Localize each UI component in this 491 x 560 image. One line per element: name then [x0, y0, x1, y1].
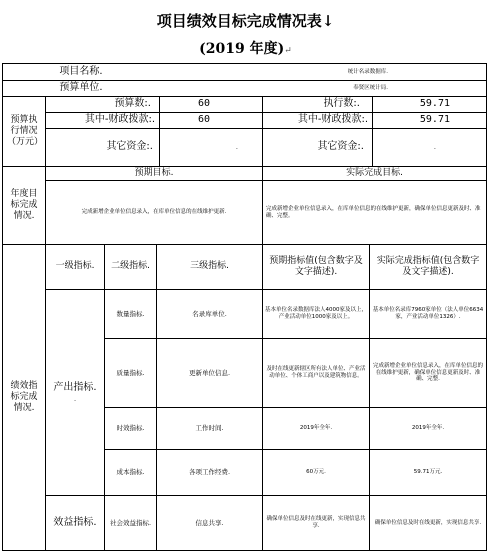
level2-cost: 成本指标.	[116, 468, 145, 477]
budget-unit-label: 预算单位.	[59, 82, 103, 94]
actual-quantity: 基本单位名录库7960家单位（法人单位6634家，产业活动单位1326）.	[372, 307, 484, 320]
execution-amount-label: 执行数:.	[323, 98, 360, 110]
budget-amount-label: 预算数:.	[114, 98, 151, 110]
expected-target-text: 完成新增企业单位信息录入，在库单位信息的在线维护更新.	[81, 209, 227, 216]
level3-cost: 各项工作经费.	[188, 468, 231, 477]
output-indicator-label: 产出指标. .	[53, 382, 97, 403]
other-funds-value: .	[235, 143, 238, 152]
level2-quality: 质量指标.	[116, 368, 145, 377]
level2-timeliness: 时效指标.	[116, 424, 145, 433]
annual-target-group-label: 年度目标完成情况.	[10, 188, 38, 222]
actual-social-benefit: 确保单位信息及时在线更新，实现信息共享.	[374, 519, 482, 526]
level3-social-benefit: 信息共享.	[195, 518, 224, 527]
level3-quality: 更新单位信息.	[188, 368, 231, 377]
level2-indicator-header: 二级指标.	[111, 261, 150, 272]
actual-cost: 59.71万元.	[413, 469, 443, 476]
fiscal-allocation-value: 60	[197, 114, 210, 126]
fiscal-allocation-label: 其中-财政拨款:.	[84, 114, 155, 126]
level1-indicator-header: 一级指标.	[55, 261, 95, 272]
execution-amount-value: 59.71	[419, 98, 450, 110]
expected-quality: 及时在线更新辖区所有法人单位、产业活动单位、个体工商户以及建筑物信息。	[266, 366, 366, 379]
project-name-label: 项目名称.	[59, 65, 103, 77]
benefit-indicator-label: 效益指标.	[53, 516, 97, 528]
fiscal-allocation-exec-value: 59.71	[419, 114, 450, 126]
project-name-value: 统计名录数据库.	[347, 68, 388, 75]
fiscal-allocation-exec-label: 其中-财政拨款:.	[297, 114, 368, 126]
budget-execution-group-label: 预算执行情况（万元）	[7, 114, 44, 148]
budget-amount-value: 60	[197, 98, 210, 110]
page-title: 项目绩效目标完成情况表↓	[156, 12, 335, 30]
performance-group-label: 绩效指标完成情况.	[10, 380, 38, 414]
other-funds-exec-value: .	[433, 143, 436, 152]
actual-value-header: 实际完成指标值(包含数字及文字描述).	[376, 255, 480, 277]
actual-quality: 完成新增企业单位信息录入，在库单位信息的在线维护更新，确保单位信息更新及时、准确、完整.	[372, 362, 483, 383]
expected-target-header: 预期目标.	[134, 167, 174, 178]
level3-timeliness: 工作时间.	[195, 424, 224, 433]
other-funds-label: 其它资金:.	[106, 141, 153, 153]
expected-timeliness: 2019年全年.	[299, 425, 333, 432]
actual-timeliness: 2019年全年.	[411, 425, 445, 432]
expected-cost: 60万元.	[306, 469, 326, 476]
page-subtitle-year: (2019 年度)↵	[199, 41, 292, 57]
other-funds-exec-label: 其它资金:.	[317, 141, 364, 153]
actual-target-text: 完成新增企业单位信息录入，在库单位信息的在线维护更新，确保单位信息更新及时、准确、完整。	[266, 205, 481, 219]
level3-quantity: 名录库单位.	[192, 309, 227, 318]
expected-quantity: 基本单位名录数据库法人4000家及以上，产业活动单位1000家及以上。	[265, 307, 367, 320]
expected-value-header: 预期指标值(包含数字及文字描述).	[269, 255, 363, 277]
actual-target-header: 实际完成目标.	[346, 167, 403, 178]
expected-social-benefit: 确保单位信息及时在线更新，实现信息共享.	[266, 516, 366, 529]
budget-unit-value: 奉贤区统计局.	[353, 85, 388, 92]
level3-indicator-header: 三级指标.	[190, 261, 229, 272]
level2-quantity: 数量指标.	[116, 309, 145, 318]
level2-social-benefit: 社会效益指标.	[109, 518, 152, 527]
